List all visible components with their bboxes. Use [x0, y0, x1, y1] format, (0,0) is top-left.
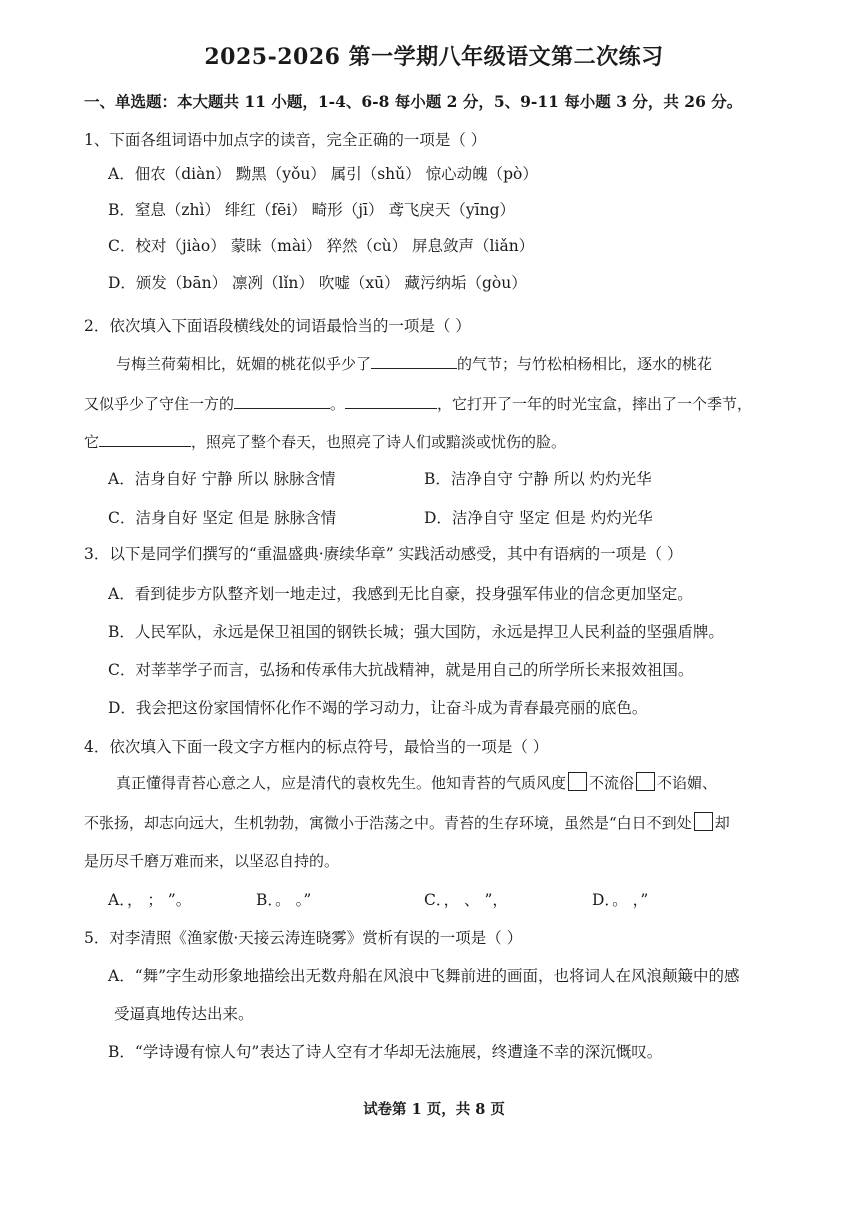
passage-text: 与梅兰荷菊相比，妩媚的桃花似乎少了: [116, 355, 372, 373]
passage-text: 它: [84, 433, 100, 451]
passage-text: 不流俗: [589, 774, 635, 792]
question-4-option-d: D．。 ，”: [592, 891, 649, 909]
punctuation-box: [568, 772, 587, 791]
punctuation-box: [636, 772, 655, 791]
question-1-option-b: B．窒息（zhì） 绯红（fēi） 畸形（jī） 鸢飞戾天（yīng）: [108, 201, 516, 219]
question-1-stem: 1、下面各组词语中加点字的读音，完全正确的一项是（ ）: [84, 131, 487, 149]
passage-text: 真正懂得青苔心意之人，应是清代的袁枚先生。他知青苔的气质风度: [116, 774, 567, 792]
question-1-option-a: A．佃农（diàn） 黝黑（yǒu） 属引（shǔ） 惊心动魄（pò）: [108, 165, 538, 183]
question-2-option-c: C．洁身自好 坚定 但是 脉脉含情: [108, 509, 337, 527]
passage-text: 却: [714, 814, 730, 832]
answer-blank: [345, 392, 437, 409]
question-3-option-b: B．人民军队，永远是保卫祖国的钢铁长城；强大国防，永远是捍卫人民利益的坚强盾牌。: [108, 623, 724, 641]
question-4-option-c: C．， 、 ”，: [424, 891, 508, 909]
question-3-option-c: C．对莘莘学子而言，弘扬和传承伟大抗战精神，就是用自己的所学所长来报效祖国。: [108, 661, 694, 679]
passage-text: 又似乎少了守住一方的: [84, 395, 235, 413]
question-1-option-d: D．颁发（bān） 凛冽（lǐn） 吹嘘（xū） 藏污纳垢（gòu）: [108, 274, 527, 292]
passage-text: 的气节；与竹松柏杨相比，逐水的桃花: [457, 355, 713, 373]
passage-text: ，照亮了整个春天，也照亮了诗人们或黯淡或忧伤的脸。: [191, 433, 567, 451]
section-heading: 一、单选题：本大题共 11 小题，1-4、6-8 每小题 2 分，5、9-11 每小题 3 分，共 26 分。: [84, 92, 743, 111]
question-2-option-a: A．洁身自好 宁静 所以 脉脉含情: [108, 470, 336, 488]
question-5-option-a-line-2: 受逼真地传达出来。: [114, 1005, 254, 1023]
question-4-option-b: B．。 。”: [256, 891, 312, 909]
question-4-passage-line-3: 是历尽千磨万难而来，以坚忍自持的。: [84, 852, 340, 870]
question-4-passage-line-1: [116, 772, 717, 793]
question-3-stem: 3．以下是同学们撰写的“重温盛典·赓续华章” 实践活动感受，其中有语病的一项是（ ）: [84, 545, 683, 563]
question-2-option-d: D．洁净自守 坚定 但是 灼灼光华: [424, 509, 653, 527]
page-title: 2025-2026 第一学期八年级语文第二次练习: [204, 44, 664, 70]
passage-text: 不张扬，却志向远大，生机勃勃，寓微小于浩荡之中。青苔的生存环境，虽然是“白日不到处: [84, 814, 692, 832]
passage-text: ，它打开了一年的时光宝盒，摔出了一个季节，: [437, 395, 753, 413]
question-5-stem: 5．对李清照《渔家傲·天接云涛连晓雾》赏析有误的一项是（ ）: [84, 929, 523, 947]
question-3-option-d: D．我会把这份家国情怀化作不竭的学习动力，让奋斗成为青春最亮丽的底色。: [108, 699, 648, 717]
question-4-passage-line-2: [84, 812, 730, 833]
question-5-option-b: B．“学诗谩有惊人句”表达了诗人空有才华却无法施展，终遭逢不幸的深沉慨叹。: [108, 1043, 663, 1061]
answer-blank: [234, 392, 330, 409]
question-2-passage-line-1: [116, 352, 712, 374]
question-5-option-a-line-1: A．“舞”字生动形象地描绘出无数舟船在风浪中飞舞前进的画面，也将词人在风浪颠簸中的感: [108, 967, 740, 985]
question-2-passage-line-3: [84, 430, 566, 452]
question-2-stem: 2．依次填入下面语段横线处的词语最恰当的一项是（ ）: [84, 317, 471, 335]
question-3-option-a: A．看到徒步方队整齐划一地走过，我感到无比自豪，投身强军伟业的信念更加坚定。: [108, 585, 693, 603]
question-2-passage-line-2: [84, 392, 752, 414]
passage-text: 不谄媚、: [657, 774, 718, 792]
punctuation-box: [694, 812, 713, 831]
answer-blank: [371, 352, 457, 369]
question-4-option-a: A．， ； ”。: [108, 891, 192, 909]
question-2-option-b: B．洁净自守 宁静 所以 灼灼光华: [424, 470, 652, 488]
page-footer: 试卷第 1 页，共 8 页: [363, 1101, 505, 1118]
answer-blank: [99, 430, 191, 447]
question-1-option-c: C．校对（jiào） 蒙昧（mài） 猝然（cù） 屏息敛声（liǎn）: [108, 237, 535, 255]
question-4-stem: 4．依次填入下面一段文字方框内的标点符号，最恰当的一项是（ ）: [84, 738, 549, 756]
passage-text: 。: [330, 395, 346, 413]
